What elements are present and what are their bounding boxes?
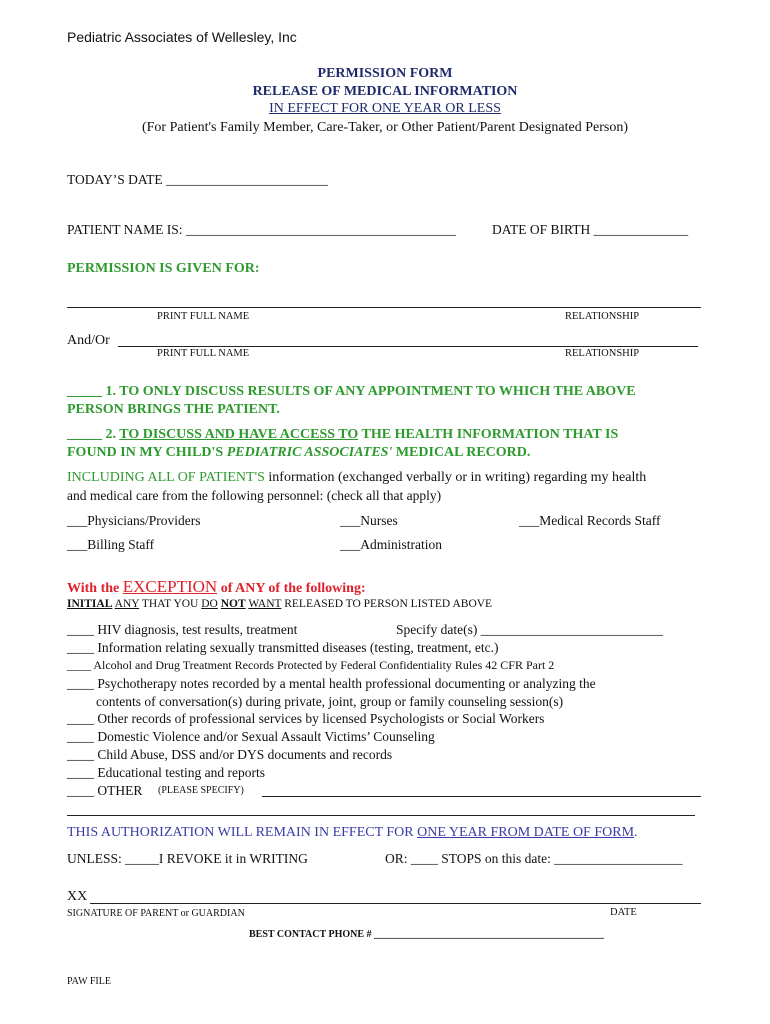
option1-text: _____ 1. TO ONLY DISCUSS RESULTS OF ANY APPOINTMENT TO WHICH THE ABOVE xyxy=(67,384,636,399)
signature-xx: XX xyxy=(67,889,88,904)
specify-dates-field[interactable]: Specify date(s) ___________________________ xyxy=(396,622,663,637)
print-full-name-label-2: PRINT FULL NAME xyxy=(157,348,250,359)
administration-checkbox[interactable]: ___Administration xyxy=(340,537,442,552)
medical-records-checkbox[interactable]: ___Medical Records Staff xyxy=(519,513,661,528)
person2-name-line[interactable] xyxy=(118,346,698,347)
authorization-statement: THIS AUTHORIZATION WILL REMAIN IN EFFECT FOR ONE YEAR FROM DATE OF FORM. xyxy=(67,825,638,840)
paw-file-label: PAW FILE xyxy=(67,976,111,987)
stops-date-field[interactable]: OR: ____ STOPS on this date: ___________________ xyxy=(385,851,683,866)
designated-person-note: (For Patient's Family Member, Care-Taker, or Other Patient/Parent Designated Person) xyxy=(141,120,629,135)
hiv-item[interactable]: ____ HIV diagnosis, test results, treatment xyxy=(67,622,298,637)
signature-label: SIGNATURE OF PARENT or GUARDIAN xyxy=(67,908,245,919)
form-subtitle: RELEASE OF MEDICAL INFORMATION xyxy=(252,84,518,99)
educational-testing-item[interactable]: ____ Educational testing and reports xyxy=(67,765,265,780)
practice-name: Pediatric Associates of Wellesley, Inc xyxy=(67,29,297,45)
person1-name-line[interactable] xyxy=(67,307,701,308)
alcohol-drug-item[interactable]: ____ Alcohol and Drug Treatment Records Protected by Federal Confidentiality Rules 42 CFR Part 2 xyxy=(67,658,555,672)
option1-text-line2: PERSON BRINGS THE PATIENT. xyxy=(67,402,280,417)
signature-line[interactable] xyxy=(90,903,701,904)
relationship-label: RELATIONSHIP xyxy=(565,311,640,322)
revoke-option[interactable]: UNLESS: _____I REVOKE it in WRITING xyxy=(67,851,308,866)
billing-staff-checkbox[interactable]: ___Billing Staff xyxy=(67,537,155,552)
domestic-violence-item[interactable]: ____ Domestic Violence and/or Sexual Assault Victims’ Counseling xyxy=(67,729,435,744)
todays-date-field[interactable]: TODAY’S DATE ________________________ xyxy=(67,172,329,187)
option1-blank[interactable]: _____ xyxy=(67,384,102,399)
option2-blank[interactable]: _____ xyxy=(67,427,102,442)
other-specify-line[interactable] xyxy=(262,796,701,797)
nurses-checkbox[interactable]: ___Nurses xyxy=(340,513,398,528)
other-specify-line-2[interactable] xyxy=(67,815,695,816)
including-text: INCLUDING ALL OF PATIENT'S information (exchanged verbally or in writing) regarding my health xyxy=(67,470,647,485)
option2-text-line2: FOUND IN MY CHILD'S PEDIATRIC ASSOCIATES' MEDICAL RECORD. xyxy=(67,445,531,460)
other-item[interactable]: ____ OTHER xyxy=(67,783,143,798)
print-full-name-label: PRINT FULL NAME xyxy=(157,311,250,322)
physicians-checkbox[interactable]: ___Physicians/Providers xyxy=(67,513,201,528)
please-specify-label: (PLEASE SPECIFY) xyxy=(158,785,244,796)
and-or-label: And/Or xyxy=(67,333,110,348)
including-text-line2: and medical care from the following personnel: (check all that apply) xyxy=(67,488,442,503)
form-title: PERMISSION FORM xyxy=(317,66,453,81)
exception-heading: With the EXCEPTION of ANY of the following: xyxy=(67,577,366,596)
other-records-item[interactable]: ____ Other records of professional services by licensed Psychologists or Social Workers xyxy=(67,711,545,726)
permission-heading: PERMISSION IS GIVEN FOR: xyxy=(67,261,260,276)
relationship-label-2: RELATIONSHIP xyxy=(565,348,640,359)
effect-period: IN EFFECT FOR ONE YEAR OR LESS xyxy=(269,101,501,116)
child-abuse-item[interactable]: ____ Child Abuse, DSS and/or DYS documents and records xyxy=(67,747,393,762)
psychotherapy-item-line2: contents of conversation(s) during private, joint, group or family counseling session(s) xyxy=(96,694,564,709)
date-of-birth-field[interactable]: DATE OF BIRTH ______________ xyxy=(492,222,689,237)
patient-name-field[interactable]: PATIENT NAME IS: ________________________________________ xyxy=(67,222,456,237)
option2-text: _____ 2. TO DISCUSS AND HAVE ACCESS TO THE HEALTH INFORMATION THAT IS xyxy=(67,427,619,442)
exception-instruction: INITIAL ANY THAT YOU DO NOT WANT RELEASED TO PERSON LISTED ABOVE xyxy=(67,598,493,610)
contact-phone-field[interactable]: BEST CONTACT PHONE # ______________________________________________ xyxy=(249,929,605,940)
psychotherapy-item[interactable]: ____ Psychotherapy notes recorded by a mental health professional documenting or analyzing the xyxy=(67,676,596,691)
date-label: DATE xyxy=(610,907,637,918)
sti-item[interactable]: ____ Information relating sexually transmitted diseases (testing, treatment, etc.) xyxy=(67,640,499,655)
